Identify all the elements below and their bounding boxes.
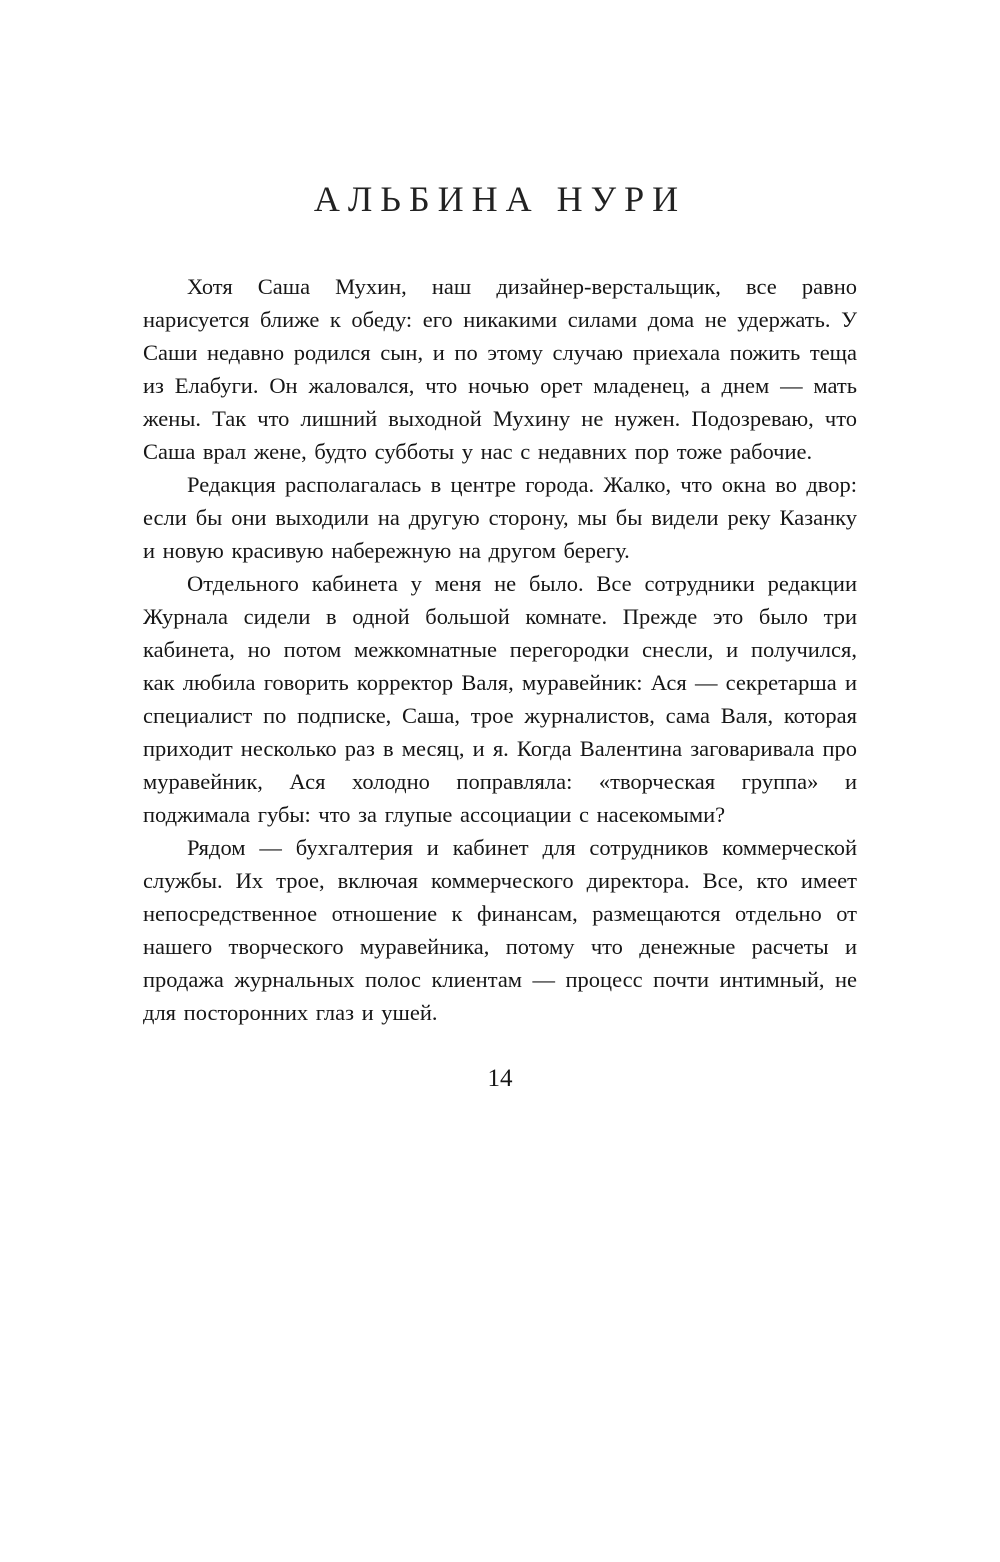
paragraph: Рядом — бухгалтерия и кабинет для сотрудников коммерческой службы. Их трое, включая коммерческого директора. Все, кто имеет непосредственное отношение к финансам, размещаются отдельно от нашего творческого муравейника, потому что денежные расчеты и продажа журнальных полос клиентам — процесс почти интимный, не для посторонних глаз и ушей. [143, 835, 857, 1025]
body-text [143, 270, 857, 1029]
page-number: 14 [487, 1065, 513, 1092]
paragraph: Редакция располагалась в центре города. Жалко, что окна во двор: если бы они выходили на другую сторону, мы бы видели реку Казанку и новую красивую набережную на другом берегу. [143, 472, 857, 563]
page-header-author: АЛЬБИНА НУРИ [313, 179, 687, 219]
paragraph: Хотя Саша Мухин, наш дизайнер-верстальщик, все равно нарисуется ближе к обеду: его никакими силами дома не удержать. У Саши недавно родился сын, и по этому случаю приехала пожить теща из Елабуги. Он жаловался, что ночью орет младенец, а днем — мать жены. Так что лишний выходной Мухину не нужен. Подозреваю, что Саша врал жене, будто субботы у нас с недавних пор тоже рабочие. [143, 274, 857, 464]
paragraph: Отдельного кабинета у меня не было. Все сотрудники редакции Журнала сидели в одной большой комнате. Прежде это было три кабинета, но потом межкомнатные перегородки снесли, и получился, как любила говорить корректор Валя, муравейник: Ася — секретарша и специалист по подписке, Саша, трое журналистов, сама Валя, которая приходит несколько раз в месяц, и я. Когда Валентина заговаривала про муравейник, Ася холодно поправляла: «творческая группа» и поджимала губы: что за глупые ассоциации с насекомыми? [143, 571, 857, 827]
